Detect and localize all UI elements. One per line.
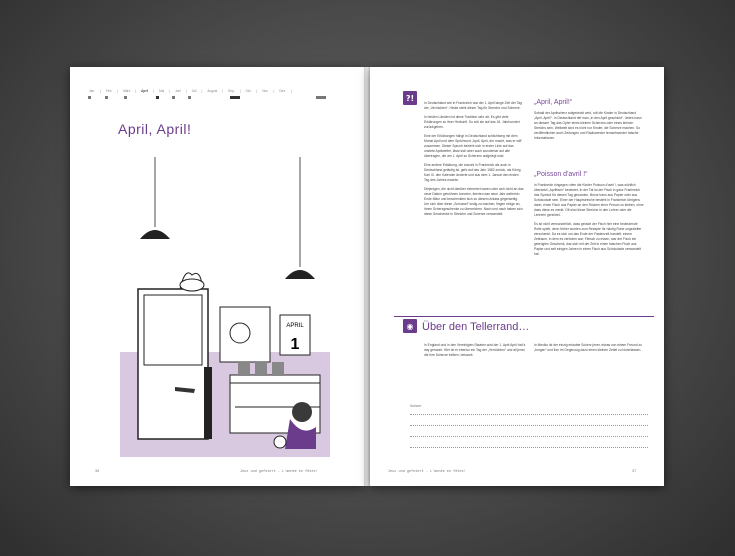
- poisson-text: [534, 183, 644, 261]
- jar: [272, 362, 284, 376]
- month-tab[interactable]: Jan.: [89, 89, 96, 93]
- footer-text-right: Jeux und gefeiert - L'année en fêtes!: [388, 470, 466, 474]
- right-page: [370, 67, 664, 486]
- month-tab[interactable]: Okt.: [245, 89, 252, 93]
- girl-head: [292, 402, 312, 422]
- month-tab[interactable]: August: [207, 89, 218, 93]
- month-tab[interactable]: März: [123, 89, 131, 93]
- paragraph: Diejenigen, die nicht darüber informiert waren oder sich nicht an das neue Datum gewöhnen konnten, feierten das neue Jahr weiterhin Ende März und beschenkten sich zu diesem Anlass gegenseitig. Um sich über diese „Schussel“ lustig zu machen, fingen einige an, ihnen Scherzgeschenke zu überreichen. Nach und nach haben sich diese Geschenke in Streiche und Scherze verwandelt.: [424, 187, 524, 216]
- shelf-top: [230, 375, 320, 383]
- page-number-right: 37: [632, 470, 637, 474]
- month-marker: [316, 96, 326, 99]
- note-line[interactable]: [410, 425, 648, 426]
- april-fool-illustration: [120, 157, 330, 457]
- month-dot: [172, 96, 175, 99]
- month-dots: [70, 96, 364, 102]
- jar: [255, 362, 267, 376]
- month-dot: [88, 96, 91, 99]
- month-separator: |: [169, 89, 171, 93]
- month-separator: |: [185, 89, 187, 93]
- notes-label: Notizen:: [410, 404, 423, 408]
- month-tab[interactable]: Sep.: [228, 89, 235, 93]
- month-separator: |: [256, 89, 258, 93]
- month-separator: |: [290, 89, 292, 93]
- month-marker: [230, 96, 240, 99]
- boy-face: [230, 323, 250, 343]
- month-dot: [188, 96, 191, 99]
- plant-pot: [180, 279, 204, 291]
- poisson-heading: „Poisson d'avril !“: [534, 171, 588, 178]
- lamp-shade: [285, 270, 315, 279]
- ball: [274, 436, 286, 448]
- paragraph: Eine der Erklärungen hängt in Deutschland schlichtweg mit dem Monat April und dem Sprichwort „April, April, der macht, was er will“ zusammen. Dieser Spruch bezieht sich in erster Linie auf das unstete Aprilwetter, lässt sich aber auch wunderbar auf alle übertragen, die am 1. April zu Scherzen aufgelegt sind.: [424, 134, 523, 158]
- month-separator: |: [135, 89, 136, 93]
- jar: [238, 362, 250, 376]
- month-tab[interactable]: April: [141, 89, 149, 93]
- door-edge: [204, 367, 212, 439]
- month-tab[interactable]: Nov.: [262, 89, 269, 93]
- lamp-shade: [140, 230, 170, 239]
- note-line[interactable]: [410, 436, 648, 437]
- page-title: April, April!: [118, 121, 192, 137]
- teller-right-text: In Mexiko ist der einzig erlaubte Scherz jener, etwas von einem Freund zu „borgen“ und ihm im Gegenzug dazu einen kleinen Zettel zu hinterlassen.: [534, 343, 642, 352]
- month-tab[interactable]: Juli: [191, 89, 197, 93]
- month-tab[interactable]: Juni: [175, 89, 181, 93]
- month-separator: |: [239, 89, 241, 93]
- note-line[interactable]: [410, 414, 648, 415]
- page-number-left: 36: [95, 470, 100, 474]
- month-dot-active: [156, 96, 159, 99]
- info-icon: ?!: [403, 91, 417, 105]
- door: [138, 289, 208, 439]
- month-separator: |: [273, 89, 275, 93]
- paragraph: In beiden Ländern ist diese Tradition sehr alt. Es gibt viele Erklärungen zu ihrer Herkunft. So soll sie auf das 16. Jahrhundert zurückgehen.: [424, 115, 520, 129]
- teller-left-text: In England und in den Vereinigten Staaten wird der 1. April April fool's day genannt. Hier ist er ebenso ein Tag der „Verrückten“ und all jener, die ihre Scherze treiben, bekannt.: [424, 343, 526, 357]
- paragraph: Es ist nicht verwunderlich, dass gerade der Fisch hier eine bedeutende Rolle spielt, denn früher wurden zum Rezepte für häufig Rohe ungezielter verschenkt. Da es sich um das Ende der Fastenzeit handelt, einem Zeitraum, in dem es verboten war, Fleisch zu essen, war der Fisch ein gebrügtes Geschenk, das sich mit der Zeit in einen falschen Fisch aus Papier und seit einigen Jahren in einen Fisch aus Schokolade verwandelt hat.: [534, 222, 642, 256]
- month-tab[interactable]: Mai: [159, 89, 165, 93]
- paragraph: Eine andere Erklärung, die sowohl in Frankreich als auch in Deutschland geläufig ist, geht auf das Jahr 1582 zurück, als König Karl IX. den Kalender änderte und aus dem 1. Januar den ersten Tag des Jahres machte.: [424, 163, 521, 182]
- calendar-month: APRIL: [286, 323, 304, 329]
- paragraph: In Deutschland wie in Frankreich war der 1. April lange Zeit der Tag der „Verrückten“. Heute steht dieser Tag für Streiche und Scherze.: [424, 101, 522, 110]
- note-line[interactable]: [410, 447, 648, 448]
- month-nav: [88, 89, 293, 93]
- month-tab[interactable]: Dez.: [279, 89, 286, 93]
- footer-text-left: Jeux und gefeiert - L'année en fêtes!: [240, 470, 318, 474]
- box-heading: „April, April!“: [534, 99, 573, 106]
- left-page: [70, 67, 364, 486]
- month-separator: |: [153, 89, 155, 93]
- month-separator: |: [201, 89, 203, 93]
- calendar-day: 1: [290, 336, 300, 353]
- month-separator: |: [117, 89, 119, 93]
- section-title: Über den Tellerrand…: [422, 321, 530, 333]
- month-dot: [124, 96, 127, 99]
- month-separator: |: [222, 89, 224, 93]
- month-separator: |: [100, 89, 101, 93]
- box-text: Sobald der Aprilscherz aufgedeckt wird, ruft die Kinder in Deutschland „April, April!“. In Deutschland rief man „In den April geschickt“. Jedes kann an diesem Tag das Opfer eines kleinen Scherzes oder eines kleinen Streichs sein. Weltweit sind es nicht nur Kinder, die Scherze machen. So veröffentlichen auch Zeitungen und Radiosender fernsehsender falsche Informationen.: [534, 111, 642, 140]
- paragraph: In Frankreich hingegen rufen die Kinder Poisson d'avril !, was wörtlich übersetzt „Aprilfisch“ bedeutet. In der Tat ist der Fisch in ganz Frankreich das Symbol für diesen Tag geworden. Bevor kann aus Papier oder aus Schokolade sein. Einer der Hauptstreiche besteht in Frankreich übrigens darin, einen Fisch aus Papier an den Rücken einer Person zu kleben, ohne dass diese es merkt. Oft sind diese Streiche in den Lehrer oder die Lehrerin gerichtet.: [534, 183, 644, 217]
- right-left-column: [424, 101, 524, 221]
- section-rule: [394, 316, 654, 317]
- month-tab[interactable]: Feb.: [105, 89, 113, 93]
- month-dot: [105, 96, 108, 99]
- globe-icon: ◉: [403, 319, 417, 333]
